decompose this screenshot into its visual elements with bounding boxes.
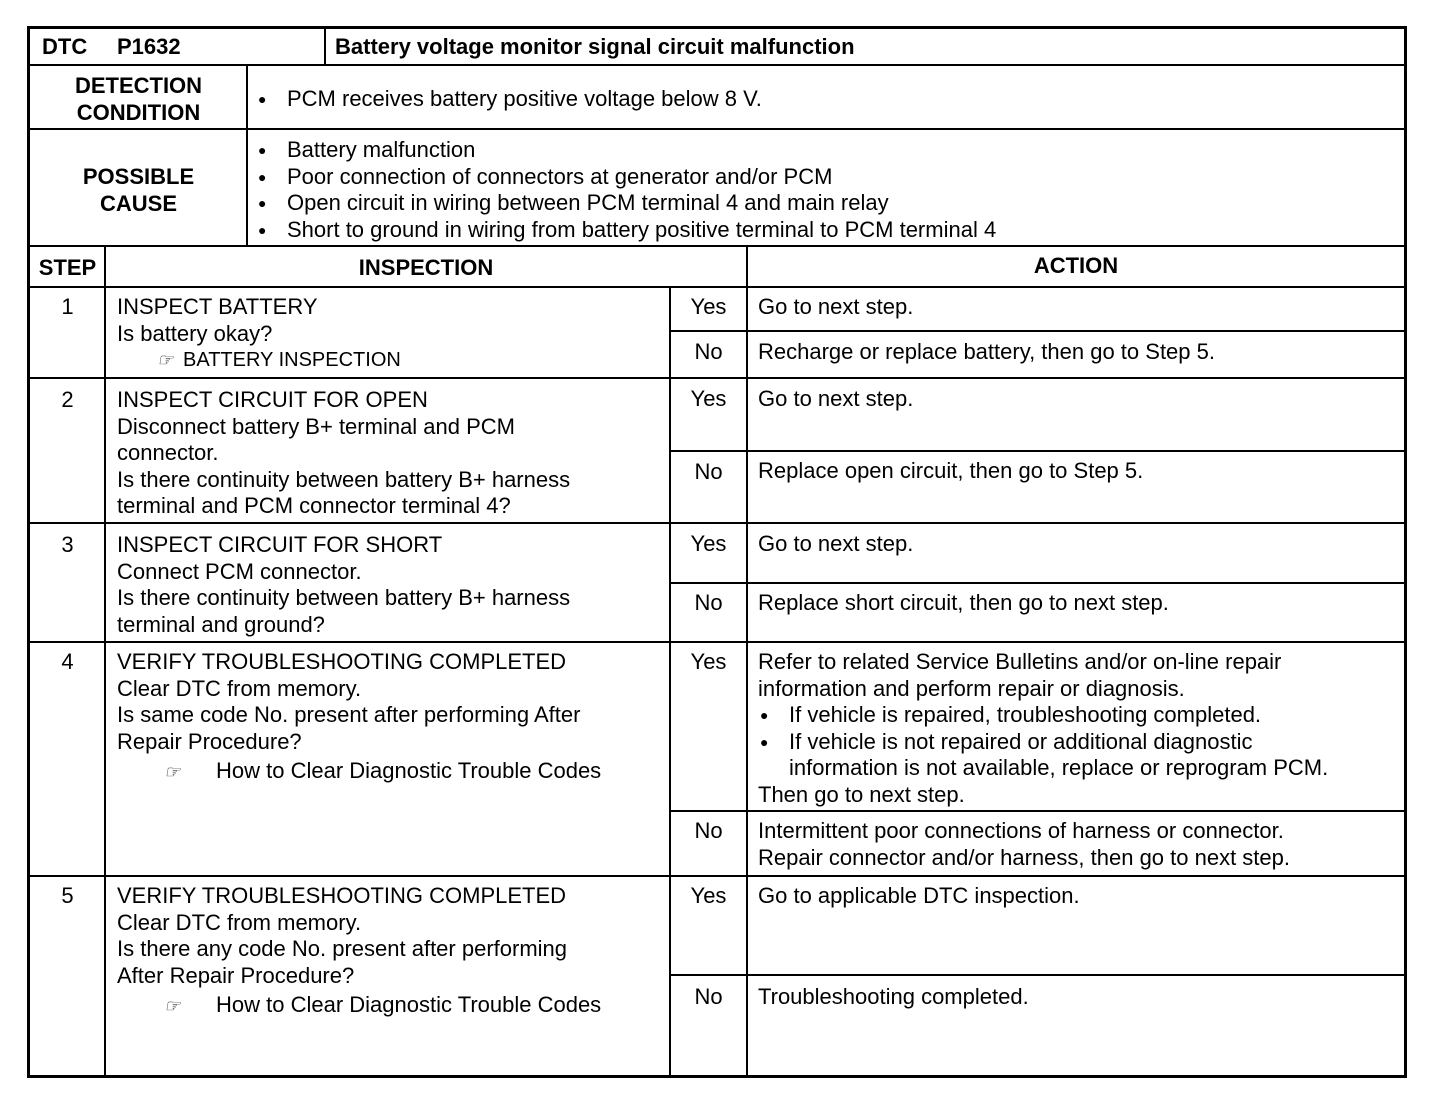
no-action: Replace short circuit, then go to next step. (758, 590, 1169, 615)
reference-link[interactable]: How to Clear Diagnostic Trouble Codes (216, 758, 602, 783)
no-label: No (694, 459, 723, 484)
rule (29, 128, 1405, 130)
step-inspection: VERIFY TROUBLESHOOTING COMPLETED Clear DTC from memory. Is there any code No. present after performing After Repair Procedure? ☞ How to Clear Diagnostic Trouble Codes (117, 883, 601, 1020)
rule (246, 65, 248, 246)
step-inspection: VERIFY TROUBLESHOOTING COMPLETED Clear DTC from memory. Is same code No. present after performing After Repair Procedure? ☞ How to Clear Diagnostic Trouble Codes (117, 649, 601, 786)
cause-item: ● Poor connection of connectors at generator and/or PCM (256, 164, 996, 191)
pointing-hand-icon: ☞ (157, 350, 174, 370)
no-label: No (694, 590, 723, 615)
yes-label: Yes (690, 531, 727, 556)
column-header-step: STEP (38, 255, 97, 280)
rule (29, 875, 1405, 877)
no-label: No (694, 818, 723, 843)
column-header-action: ACTION (1033, 253, 1119, 278)
no-action: Recharge or replace battery, then go to Step 5. (758, 339, 1215, 364)
step-inspection: INSPECT BATTERY Is battery okay? ☞ BATTERY INSPECTION (117, 294, 401, 374)
reference-link[interactable]: How to Clear Diagnostic Trouble Codes (216, 992, 602, 1017)
yes-action: Go to next step. (758, 294, 914, 319)
page-title: Battery voltage monitor signal circuit malfunction (335, 34, 855, 59)
rule (670, 450, 1405, 452)
yes-action: Go to next step. (758, 386, 914, 411)
step-inspection: INSPECT CIRCUIT FOR OPEN Disconnect battery B+ terminal and PCM connector. Is there continuity between battery B+ harness terminal and PCM connector terminal 4? (117, 387, 571, 518)
yes-action: Refer to related Service Bulletins and/or on-line repair information and perform repair or diagnosis. ● If vehicle is repaired, troubleshooting completed. ● If vehicle is not repaired or additional diagnostic information is not available, replace or reprogram PCM. Then go to next step. (758, 649, 1328, 808)
rule (324, 29, 326, 65)
step-number: 3 (61, 532, 74, 557)
rule (746, 246, 748, 1076)
no-label: No (694, 984, 723, 1009)
bullet-item: ● If vehicle is repaired, troubleshooting completed. (758, 702, 1328, 729)
cause-item: ● Short to ground in wiring from battery positive terminal to PCM terminal 4 (256, 217, 996, 244)
cause-label: POSSIBLE CAUSE (82, 164, 195, 216)
rule (670, 330, 1405, 332)
dtc-code: P1632 (117, 34, 181, 59)
rule (104, 246, 106, 1076)
column-header-inspection: INSPECTION (358, 255, 494, 280)
no-label: No (694, 339, 723, 364)
detection-item: ● PCM receives battery positive voltage below 8 V. (256, 86, 762, 113)
step-number: 2 (61, 387, 74, 412)
yes-label: Yes (690, 386, 727, 411)
no-action: Intermittent poor connections of harness or connector. Repair connector and/or harness, then go to next step. (758, 818, 1290, 870)
rule (670, 582, 1405, 584)
step-number: 5 (61, 883, 74, 908)
reference-link[interactable]: BATTERY INSPECTION (183, 349, 401, 371)
detection-list (256, 86, 762, 113)
yes-label: Yes (690, 649, 727, 674)
dtc-label: DTC (42, 34, 88, 59)
cause-list (256, 137, 996, 243)
cause-item: ● Open circuit in wiring between PCM terminal 4 and main relay (256, 190, 996, 217)
rule (29, 286, 1405, 288)
step-number: 1 (61, 294, 74, 319)
rule (29, 377, 1405, 379)
yes-label: Yes (690, 883, 727, 908)
no-action: Troubleshooting completed. (758, 984, 1029, 1009)
rule (29, 64, 1405, 66)
rule (670, 974, 1405, 976)
rule (29, 522, 1405, 524)
rule (29, 245, 1405, 247)
detection-label: DETECTION CONDITION (74, 73, 203, 125)
rule (29, 641, 1405, 643)
pointing-hand-icon: ☞ (164, 996, 181, 1016)
step-inspection: INSPECT CIRCUIT FOR SHORT Connect PCM connector. Is there continuity between battery B+ harness terminal and ground? (117, 532, 571, 637)
rule (670, 810, 1405, 812)
yes-action: Go to next step. (758, 531, 914, 556)
pointing-hand-icon: ☞ (164, 762, 181, 782)
step-number: 4 (61, 649, 74, 674)
cause-item: ● Battery malfunction (256, 137, 996, 164)
yes-action: Go to applicable DTC inspection. (758, 883, 1080, 908)
no-action: Replace open circuit, then go to Step 5. (758, 458, 1144, 483)
bullet-item: ● If vehicle is not repaired or additional diagnostic information is not available, replace or reprogram PCM. (758, 729, 1328, 782)
yes-label: Yes (690, 294, 727, 319)
